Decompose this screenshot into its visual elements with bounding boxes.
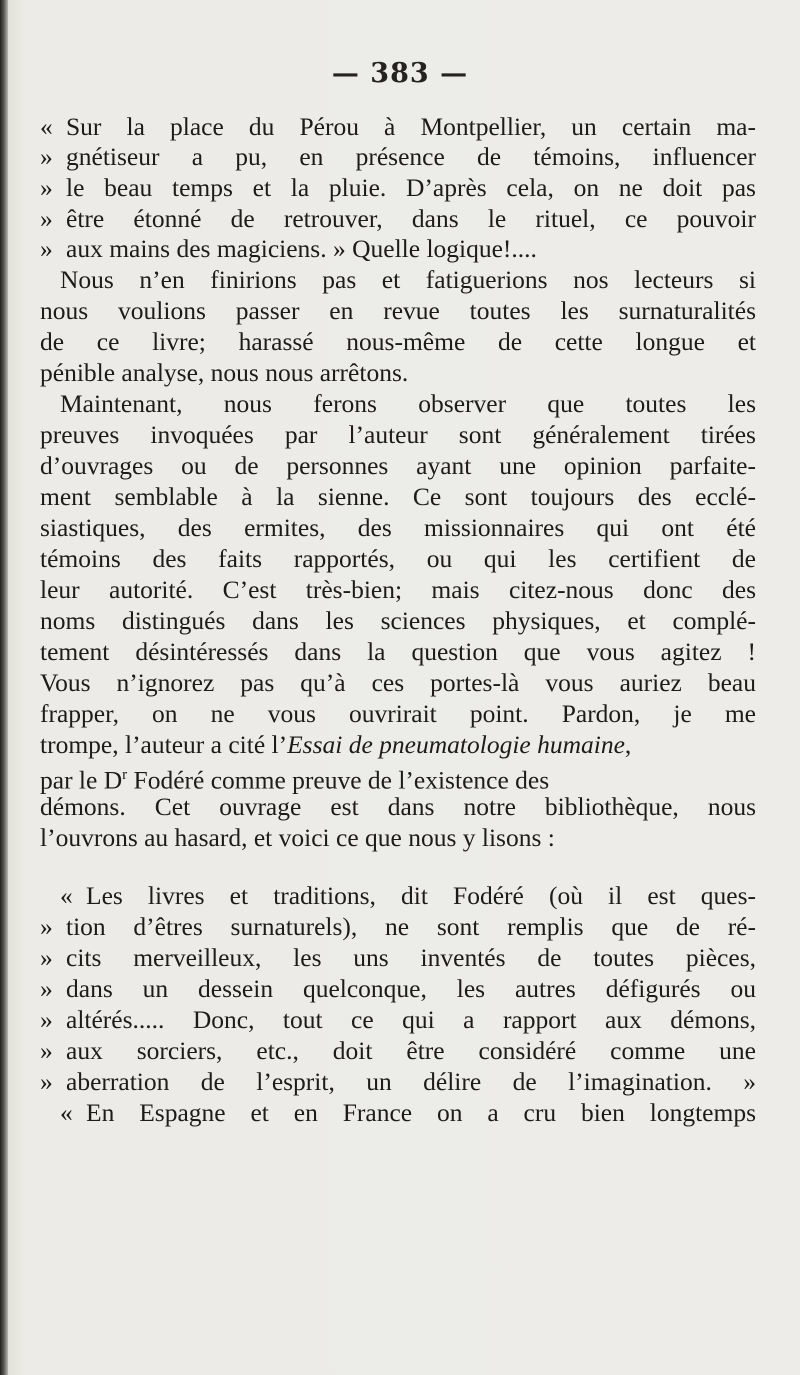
line-text: être étonné de retrouver, dans le rituel, ce pouvoir [66, 204, 756, 233]
line-text: pénible analyse, nous nous arrêtons. [40, 358, 409, 387]
text-line [40, 636, 756, 667]
line-text: noms distingués dans les sciences physiques, et complé- [40, 606, 756, 635]
quote-mark: » [40, 974, 53, 1003]
text-line [60, 388, 756, 419]
quote-line [40, 141, 756, 172]
line-text-after: , [624, 730, 632, 759]
line-text: aux mains des magiciens. » Quelle logique!.... [66, 234, 537, 263]
line-text: témoins des faits rapportés, ou qui les certifient de [40, 544, 756, 573]
line-text: dans un dessein quelconque, les autres défigurés ou [66, 974, 756, 1003]
text-line [40, 605, 756, 636]
line-text: cits merveilleux, les uns inventés de toutes pièces, [66, 943, 756, 972]
line-text: Les livres et traditions, dit Fodéré (où il est ques- [86, 881, 756, 910]
quote-line [60, 1097, 756, 1128]
quote-mark: » [40, 943, 53, 972]
line-text: leur autorité. C’est très-bien; mais citez-nous donc des [40, 575, 756, 604]
quote-mark: « [60, 881, 73, 910]
quote-line [40, 942, 756, 973]
quote-line [40, 1035, 756, 1066]
quote-mark: « [40, 112, 53, 141]
line-text: démons. Cet ouvrage est dans notre bibliothèque, nous [40, 792, 756, 821]
text-line [40, 698, 756, 729]
line-text: Nous n’en finirions pas et fatiguerions nos lecteurs si [60, 265, 756, 294]
line-text: Maintenant, nous ferons observer que toutes les [60, 389, 756, 418]
line-text: l’ouvrons au hasard, et voici ce que nous y lisons : [40, 823, 555, 852]
line-text: d’ouvrages ou de personnes ayant une opinion parfaite- [40, 451, 756, 480]
text-line [40, 419, 756, 450]
text-line [40, 295, 756, 326]
line-text: aberration de l’esprit, un délire de l’imagination. » [66, 1067, 756, 1096]
page-number: — 383 — [331, 58, 469, 89]
quote-mark: » [40, 1067, 53, 1096]
quote-mark: » [40, 1036, 53, 1065]
superscript: r [122, 767, 128, 783]
line-text: En Espagne et en France on a cru bien longtemps [86, 1098, 756, 1127]
quote-line [40, 1066, 756, 1097]
text-line [40, 326, 756, 357]
quote-line [40, 911, 756, 942]
text-line [40, 791, 756, 822]
text-line [40, 667, 756, 698]
line-text: Vous n’ignorez pas qu’à ces portes-là vous auriez beau [40, 668, 756, 697]
line-text: preuves invoquées par l’auteur sont généralement tirées [40, 420, 756, 449]
line-text-before: trompe, l’auteur a cité l’ [40, 730, 288, 759]
line-text-after: Fodéré comme preuve de l’existence des [127, 765, 550, 795]
line-text: siastiques, des ermites, des missionnaires qui ont été [40, 513, 756, 542]
quote-line [40, 233, 756, 264]
quote-line [40, 1004, 756, 1035]
line-text [40, 729, 631, 760]
book-spine-shadow [0, 0, 8, 1375]
text-line [40, 760, 756, 795]
text-line [40, 574, 756, 605]
quote-line [40, 111, 756, 142]
quote-mark: » [40, 173, 53, 202]
text-line [40, 729, 756, 760]
text-line [40, 357, 756, 388]
text-line [40, 822, 756, 853]
quote-mark: » [40, 204, 53, 233]
quote-mark: » [40, 142, 53, 171]
text-line [40, 450, 756, 481]
line-text: nous voulions passer en revue toutes les surnaturalités [40, 296, 756, 325]
quote-line [40, 973, 756, 1004]
quote-line [40, 172, 756, 203]
line-text: ment semblable à la sienne. Ce sont toujours des ecclé- [40, 482, 756, 511]
line-text: tion d’êtres surnaturels), ne sont remplis que de ré- [66, 912, 756, 941]
line-text: le beau temps et la pluie. D’après cela, on ne doit pas [66, 173, 756, 202]
quote-mark: » [40, 912, 53, 941]
text-line [40, 481, 756, 512]
quote-line [60, 880, 756, 911]
quote-mark: » [40, 1005, 53, 1034]
line-text: de ce livre; harassé nous-même de cette longue et [40, 327, 756, 356]
quote-mark: « [60, 1098, 73, 1127]
line-text-before: par le D [40, 765, 123, 795]
line-text: aux sorciers, etc., doit être considéré comme une [66, 1036, 756, 1065]
line-text: gnétiseur a pu, en présence de témoins, influencer [66, 142, 756, 171]
text-line [60, 264, 756, 295]
line-text: frapper, on ne vous ouvrirait point. Pardon, je me [40, 699, 756, 728]
text-line [40, 543, 756, 574]
quote-line [40, 203, 756, 234]
line-text: tement désintéressés dans la question que vous agitez ! [40, 637, 756, 666]
text-line [40, 512, 756, 543]
quote-mark: » [40, 234, 53, 263]
book-title: Essai de pneumatologie humaine [287, 730, 625, 759]
line-text: Sur la place du Pérou à Montpellier, un certain ma- [66, 112, 756, 141]
line-text: altérés..... Donc, tout ce qui a rapport aux démons, [66, 1005, 756, 1034]
